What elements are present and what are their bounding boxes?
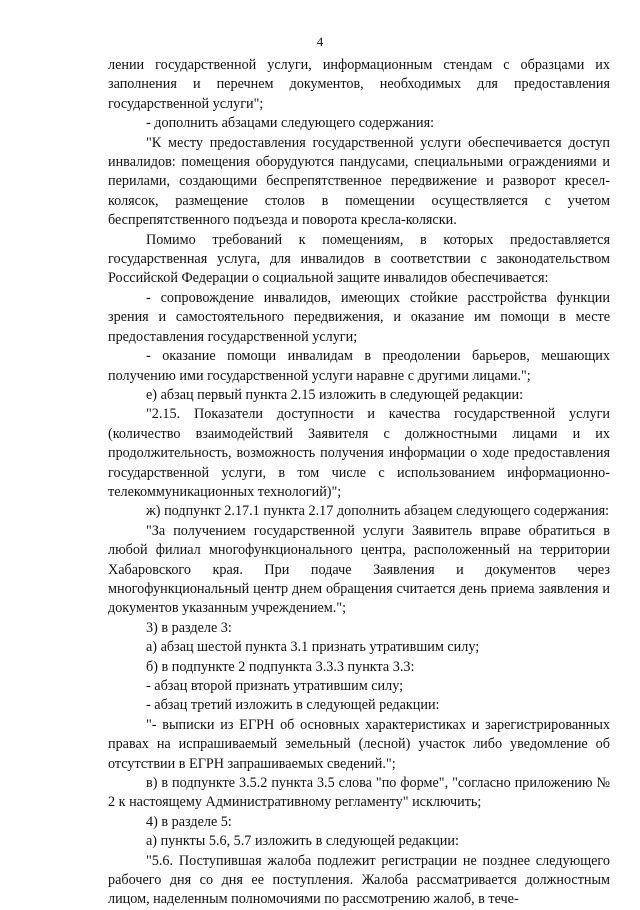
paragraph: ж) подпункт 2.17.1 пункта 2.17 дополнить абзацем следующего содержания: [146,503,610,520]
document-body [108,56,610,910]
page-number: 4 [316,34,324,49]
paragraph: лении государственной услуги, информационным стендам с образцами их заполнения и перечнем документов, необходимых для предоставления государственной услуги"; [108,57,610,112]
paragraph: "2.15. Показатели доступности и качества государственной услуги (количество взаимодействий Заявителя с должностными лицами и их продолжительность, возможность получения информации о ходе предоставления государственной услуги, в том числе с использованием информационно-телекоммуникационных технологий)"; [108,406,610,500]
paragraph: а) абзац шестой пункта 3.1 признать утратившим силу; [146,639,480,656]
paragraph: "- выписки из ЕГРН об основных характеристиках и зарегистрированных правах на испрашиваемый земельный (лесной) участок либо уведомление об отсутствии в ЕГРН запрашиваемых сведений."; [108,716,610,772]
paragraph: а) пункты 5.6, 5.7 изложить в следующей редакции: [146,833,459,850]
paragraph: 3) в разделе 3: [146,619,232,636]
paragraph: - сопровождение инвалидов, имеющих стойкие расстройства функции зрения и самостоятельного передвижения, и оказание им помощи в месте предоставления государственной услуги; [108,289,610,345]
paragraph: е) абзац первый пункта 2.15 изложить в следующей редакции: [146,386,524,403]
paragraph: "К месту предоставления государственной услуги обеспечивается доступ инвалидов: помещения оборудуются пандусами, специальными ограждениями и перилами, создающими беспрепятственное передвижение и разворот кресел-колясок, размещение столов в помещении осуществляется с учетом беспрепятственного подъезда и поворота кресла-коляски. [108,134,610,229]
paragraph: "За получением государственной услуги Заявитель вправе обратиться в любой филиал многофункционального центра, расположенный на территории Хабаровского края. При подаче Заявления и документов через многофункциональный центр днем обращения считается день приема заявления и документов указанным учреждением."; [108,522,610,617]
paragraph: в) в подпункте 3.5.2 пункта 3.5 слова "по форме", "согласно приложению № 2 к настоящему Административному регламенту" исключить; [108,775,610,811]
paragraph: Помимо требований к помещениям, в которых предоставляется государственная услуга, для инвалидов в соответствии с законодательством Российской Федерации о социальной защите инвалидов обеспечивается: [108,231,610,287]
paragraph: - абзац третий изложить в следующей редакции: [146,697,440,714]
paragraph: - абзац второй признать утратившим силу; [146,678,404,694]
paragraph: - дополнить абзацами следующего содержания: [146,115,435,132]
paragraph: б) в подпункте 2 подпункта 3.3.3 пункта 3.3: [146,658,415,675]
paragraph: - оказание помощи инвалидам в преодолении барьеров, мешающих получению ими государственной услуги наравне с другими лицами."; [108,348,610,384]
paragraph: 4) в разделе 5: [146,813,232,830]
paragraph: "5.6. Поступившая жалоба подлежит регистрации не позднее следующего рабочего дня со дня ее поступления. Жалоба рассматривается должностным лицом, наделенным полномочиями по рассмотрению жалоб, в тече- [108,852,610,908]
